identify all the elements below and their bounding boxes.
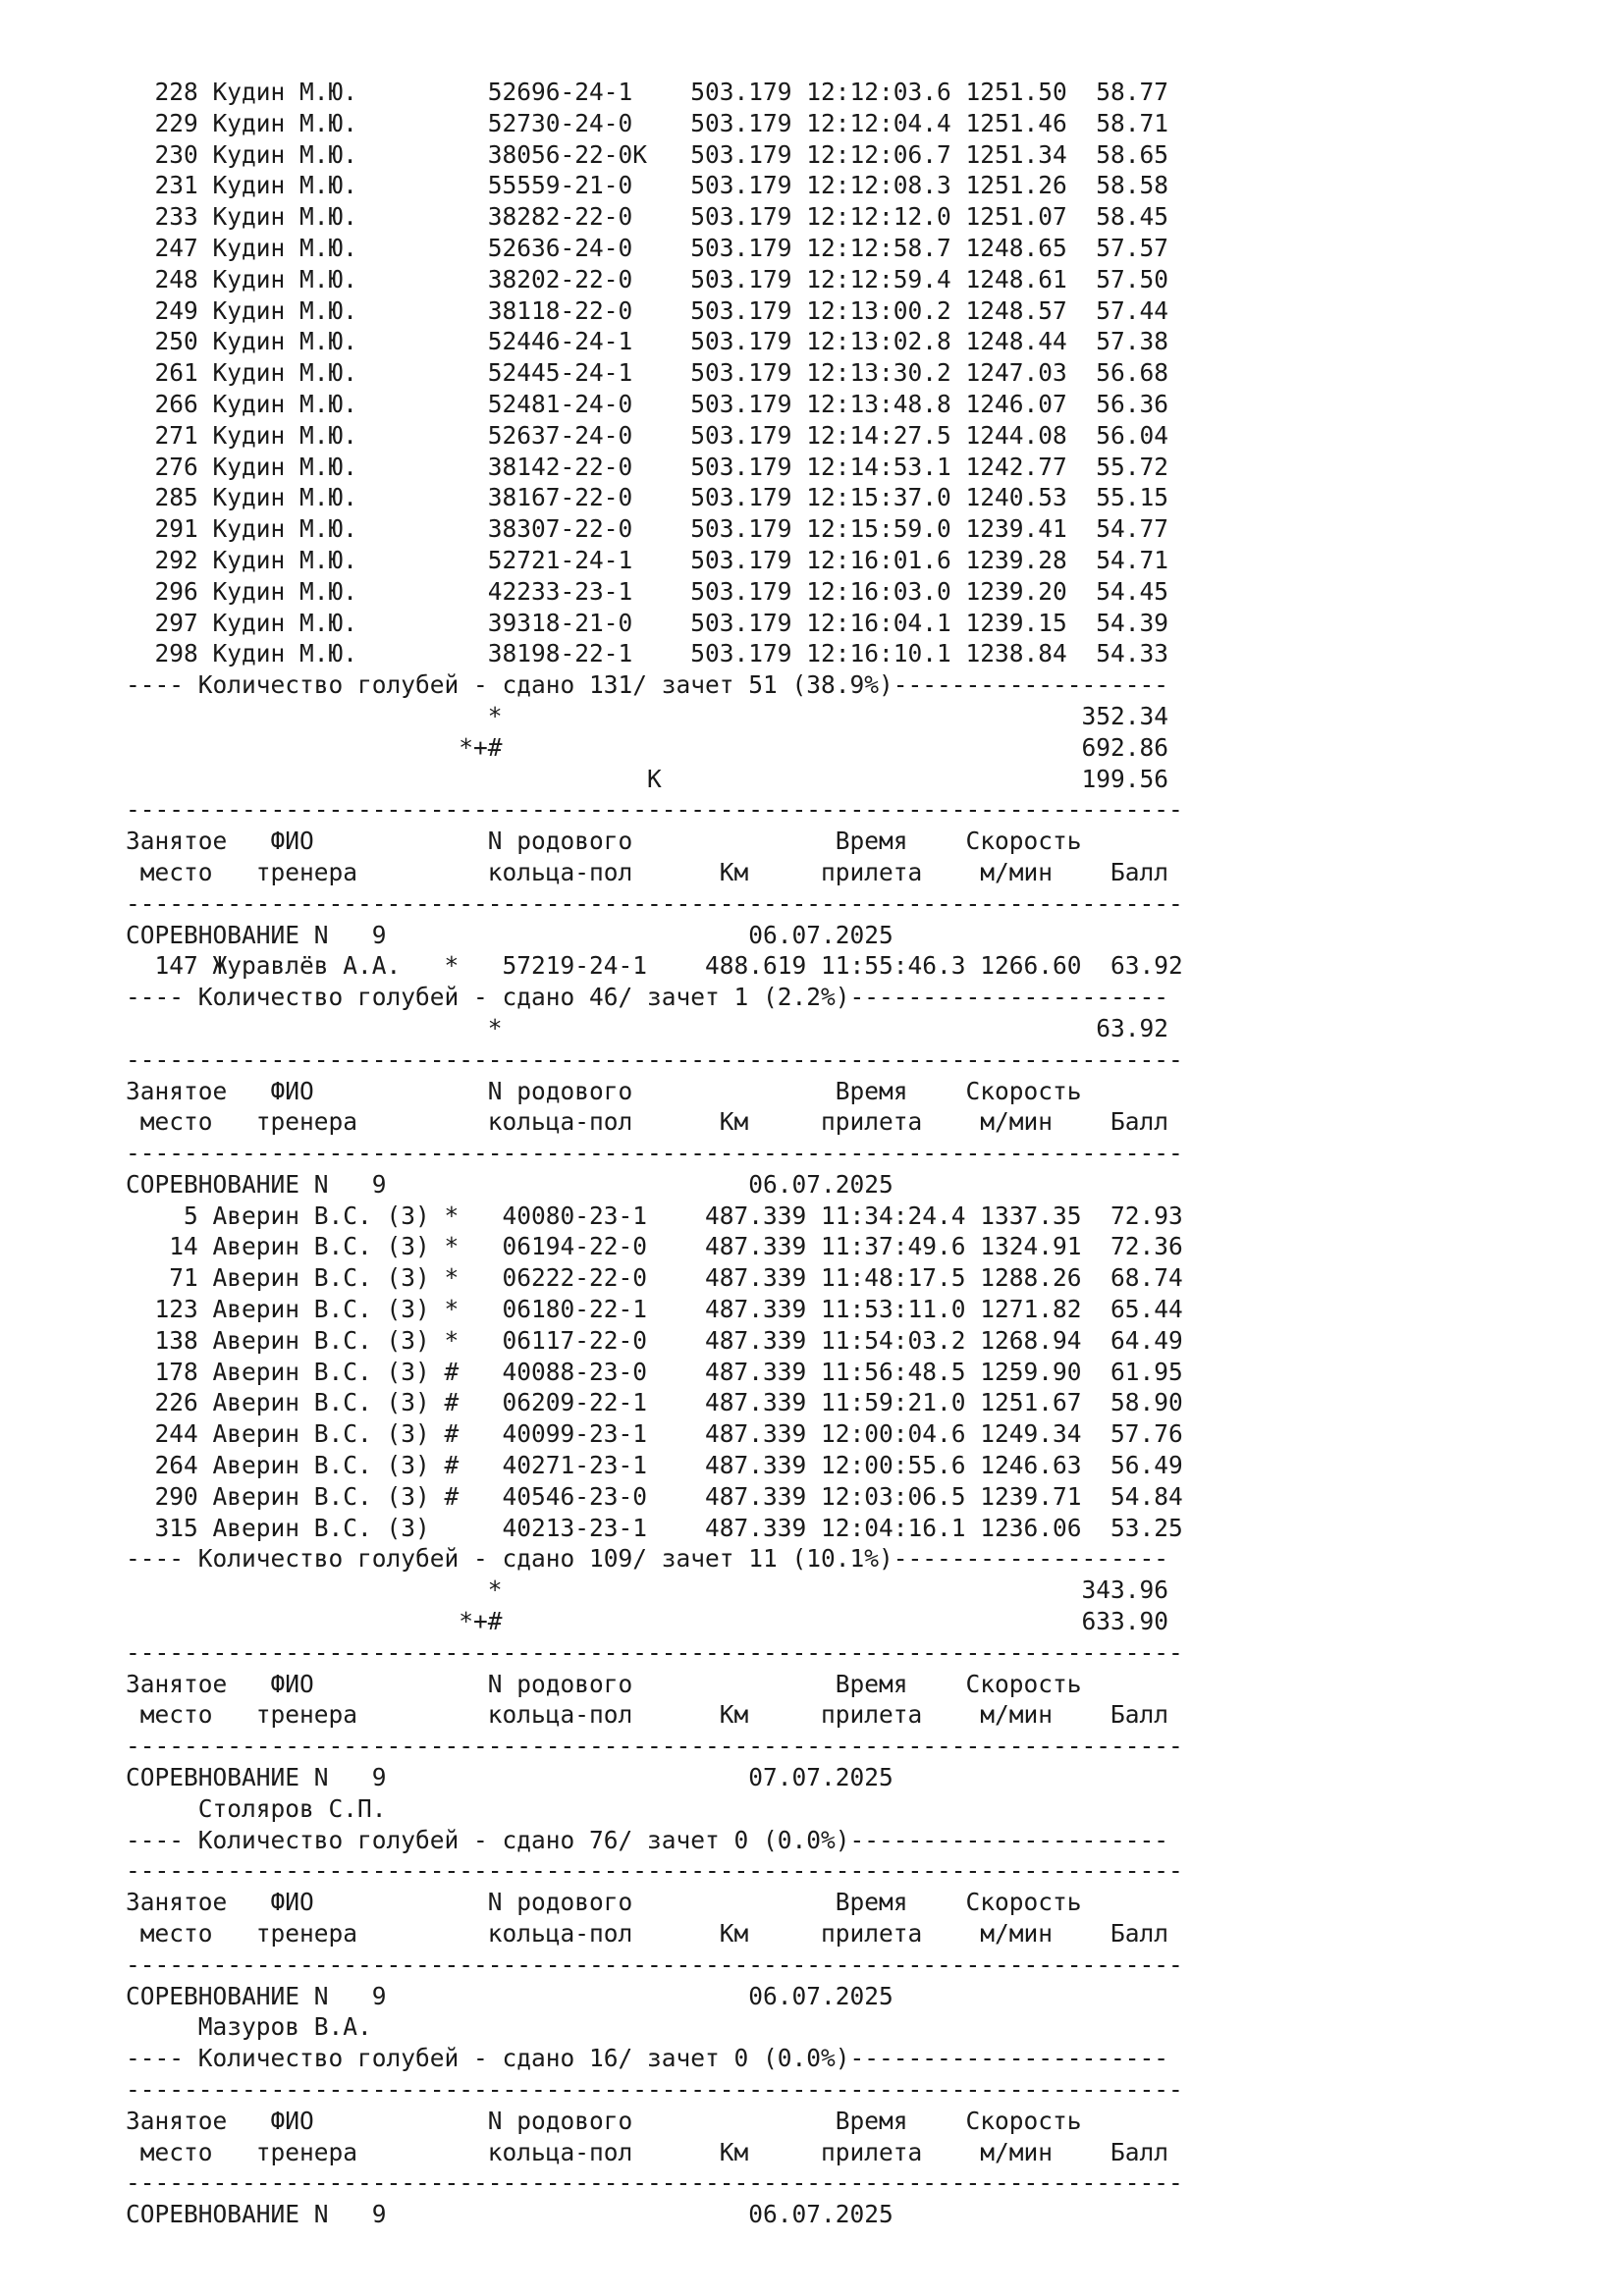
result-row: 138 Аверин В.С. (З) * 06117-22-0 487.339 11:54:03.2 1268.94 64.49 (126, 1325, 1183, 1355)
divider-line: ------------------------------------------------------------------------- (126, 1139, 1183, 1168)
result-row: 296 Кудин М.Ю. 42233-23-1 503.179 12:16:03.0 1239.20 54.45 (126, 576, 1169, 606)
result-row: 264 Аверин В.С. (З) # 40271-23-1 487.339 12:00:55.6 1246.63 56.49 (126, 1451, 1183, 1480)
result-row: 285 Кудин М.Ю. 38167-22-0 503.179 12:15:37.0 1240.53 55.15 (126, 483, 1169, 512)
subtotal-line: *+# 692.86 (126, 732, 1169, 762)
divider-line: ------------------------------------------------------------------------- (126, 2075, 1183, 2104)
result-row: 14 Аверин В.С. (З) * 06194-22-0 487.339 11:37:49.6 1324.91 72.36 (126, 1232, 1183, 1261)
trainer-name-line: Столяров С.П. (126, 1793, 387, 1823)
competition-header: СОРЕВНОВАНИЕ N 9 06.07.2025 (126, 2200, 893, 2229)
subtotal-line: * 63.92 (126, 1013, 1169, 1042)
divider-line: ------------------------------------------------------------------------- (126, 1732, 1183, 1761)
result-row: 247 Кудин М.Ю. 52636-24-0 503.179 12:12:58.7 1248.65 57.57 (126, 233, 1169, 262)
subtotal-line: K 199.56 (126, 764, 1169, 793)
results-printout (126, 77, 1183, 2230)
result-row: 244 Аверин В.С. (З) # 40099-23-1 487.339 12:00:04.6 1249.34 57.76 (126, 1419, 1183, 1449)
result-row: 271 Кудин М.Ю. 52637-24-0 503.179 12:14:27.5 1244.08 56.04 (126, 420, 1169, 450)
summary-line: ---- Количество голубей - сдано 131/ зачет 51 (38.9%)------------------- (126, 670, 1169, 700)
divider-line: ------------------------------------------------------------------------- (126, 1637, 1183, 1667)
subtotal-line: * 352.34 (126, 701, 1169, 730)
result-row: 178 Аверин В.С. (З) # 40088-23-0 487.339 11:56:48.5 1259.90 61.95 (126, 1357, 1183, 1386)
result-row: 291 Кудин М.Ю. 38307-22-0 503.179 12:15:59.0 1239.41 54.77 (126, 514, 1169, 544)
summary-line: ---- Количество голубей - сдано 109/ зачет 11 (10.1%)------------------- (126, 1544, 1169, 1574)
column-header: Занятое ФИО N родового Время Скорость (126, 1076, 1082, 1105)
column-header: место тренера кольца-пол Км прилета м/мин Балл (126, 1107, 1169, 1137)
result-row: 226 Аверин В.С. (З) # 06209-22-1 487.339 11:59:21.0 1251.67 58.90 (126, 1388, 1183, 1417)
result-row: 233 Кудин М.Ю. 38282-22-0 503.179 12:12:12.0 1251.07 58.45 (126, 202, 1169, 232)
column-header: Занятое ФИО N родового Время Скорость (126, 2106, 1082, 2135)
competition-header: СОРЕВНОВАНИЕ N 9 07.07.2025 (126, 1763, 893, 1792)
column-header: Занятое ФИО N родового Время Скорость (126, 827, 1082, 856)
result-row: 228 Кудин М.Ю. 52696-24-1 503.179 12:12:03.6 1251.50 58.77 (126, 78, 1169, 106)
result-row: 290 Аверин В.С. (З) # 40546-23-0 487.339 12:03:06.5 1239.71 54.84 (126, 1481, 1183, 1511)
column-header: место тренера кольца-пол Км прилета м/мин Балл (126, 1919, 1169, 1949)
divider-line: ------------------------------------------------------------------------- (126, 888, 1183, 918)
result-row: 298 Кудин М.Ю. 38198-22-1 503.179 12:16:10.1 1238.84 54.33 (126, 639, 1169, 668)
divider-line: ------------------------------------------------------------------------- (126, 1856, 1183, 1886)
column-header: место тренера кольца-пол Км прилета м/мин Балл (126, 857, 1169, 886)
summary-line: ---- Количество голубей - сдано 76/ зачет 0 (0.0%)---------------------- (126, 1825, 1169, 1854)
summary-line: ---- Количество голубей - сдано 16/ зачет 0 (0.0%)---------------------- (126, 2044, 1169, 2073)
divider-line: ------------------------------------------------------------------------- (126, 1949, 1183, 1979)
result-row: 248 Кудин М.Ю. 38202-22-0 503.179 12:12:59.4 1248.61 57.50 (126, 264, 1169, 294)
competition-header: СОРЕВНОВАНИЕ N 9 06.07.2025 (126, 1169, 893, 1199)
divider-line: ------------------------------------------------------------------------- (126, 1044, 1183, 1074)
subtotal-line: *+# 633.90 (126, 1607, 1169, 1636)
result-row: 276 Кудин М.Ю. 38142-22-0 503.179 12:14:53.1 1242.77 55.72 (126, 452, 1169, 481)
trainer-name-line: Мазуров В.А. (126, 2012, 372, 2042)
result-row: 249 Кудин М.Ю. 38118-22-0 503.179 12:13:00.2 1248.57 57.44 (126, 295, 1169, 325)
result-row: 5 Аверин В.С. (З) * 40080-23-1 487.339 11:34:24.4 1337.35 72.93 (126, 1201, 1183, 1230)
competition-header: СОРЕВНОВАНИЕ N 9 06.07.2025 (126, 1981, 893, 2010)
result-row: 229 Кудин М.Ю. 52730-24-0 503.179 12:12:04.4 1251.46 58.71 (126, 108, 1169, 137)
column-header: место тренера кольца-пол Км прилета м/мин Балл (126, 2137, 1169, 2166)
result-row: 266 Кудин М.Ю. 52481-24-0 503.179 12:13:48.8 1246.07 56.36 (126, 389, 1169, 418)
summary-line: ---- Количество голубей - сдано 46/ зачет 1 (2.2%)---------------------- (126, 983, 1169, 1012)
subtotal-line: * 343.96 (126, 1575, 1169, 1605)
competition-header: СОРЕВНОВАНИЕ N 9 06.07.2025 (126, 920, 893, 949)
divider-line: ------------------------------------------------------------------------- (126, 795, 1183, 825)
result-row: 71 Аверин В.С. (З) * 06222-22-0 487.339 11:48:17.5 1288.26 68.74 (126, 1263, 1183, 1293)
result-row: 123 Аверин В.С. (З) * 06180-22-1 487.339 11:53:11.0 1271.82 65.44 (126, 1295, 1183, 1324)
result-row: 297 Кудин М.Ю. 39318-21-0 503.179 12:16:04.1 1239.15 54.39 (126, 608, 1169, 637)
result-row: 261 Кудин М.Ю. 52445-24-1 503.179 12:13:30.2 1247.03 56.68 (126, 358, 1169, 388)
column-header: место тренера кольца-пол Км прилета м/мин Балл (126, 1700, 1169, 1730)
result-row: 147 Журавлёв А.А. * 57219-24-1 488.619 11:55:46.3 1266.60 63.92 (126, 951, 1183, 981)
result-row: 315 Аверин В.С. (З) 40213-23-1 487.339 12:04:16.1 1236.06 53.25 (126, 1513, 1183, 1542)
result-row: 230 Кудин М.Ю. 38056-22-0K 503.179 12:12:06.7 1251.34 58.65 (126, 139, 1169, 169)
result-row: 250 Кудин М.Ю. 52446-24-1 503.179 12:13:02.8 1248.44 57.38 (126, 327, 1169, 356)
divider-line: ------------------------------------------------------------------------- (126, 2168, 1183, 2198)
column-header: Занятое ФИО N родового Время Скорость (126, 1669, 1082, 1698)
result-row: 292 Кудин М.Ю. 52721-24-1 503.179 12:16:01.6 1239.28 54.71 (126, 545, 1169, 574)
column-header: Занятое ФИО N родового Время Скорость (126, 1888, 1082, 1917)
result-row: 231 Кудин М.Ю. 55559-21-0 503.179 12:12:08.3 1251.26 58.58 (126, 171, 1169, 200)
